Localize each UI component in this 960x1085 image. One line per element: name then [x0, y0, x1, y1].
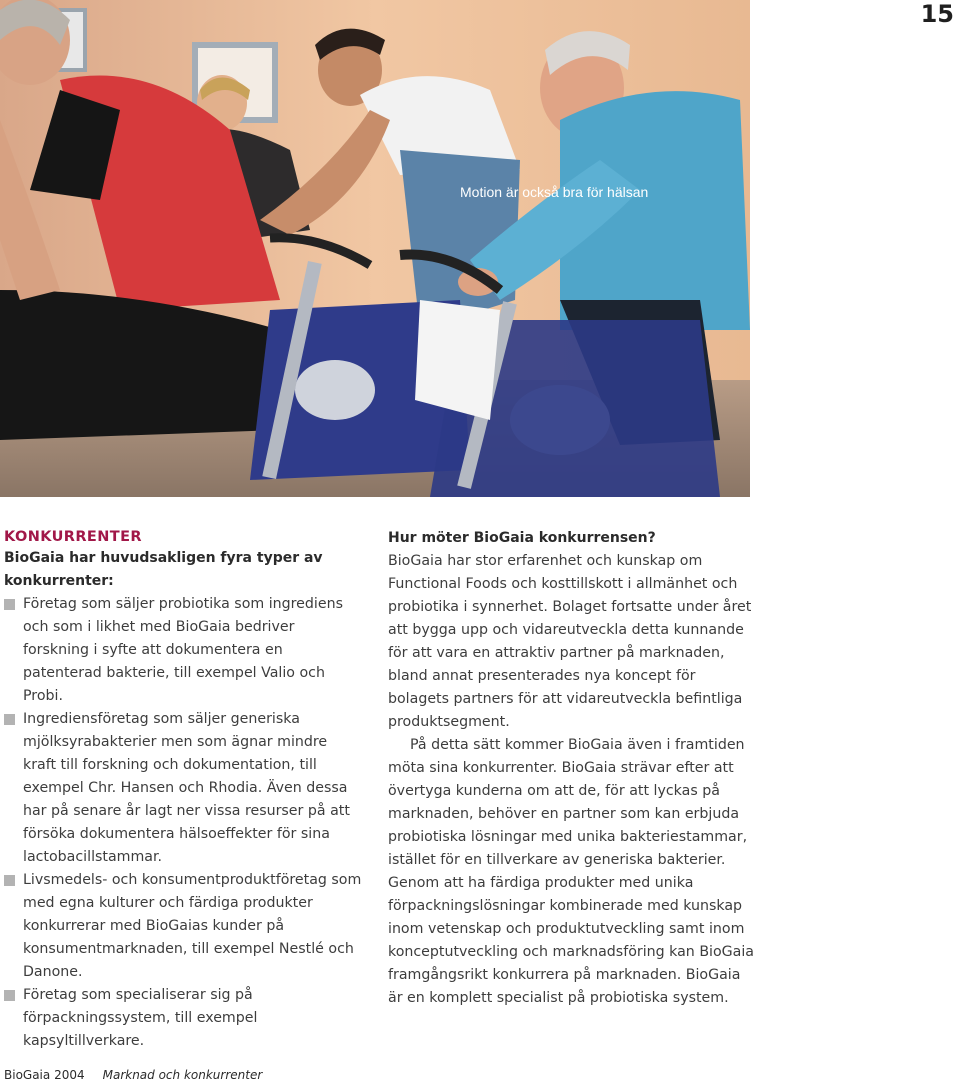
body-paragraph: På detta sätt kommer BioGaia även i framtiden möta sina konkurrenter. BioGaia strävar efter att övertyga kunderna om att de, för att lyckas på marknaden, behöver en partner som kan erbjuda probiotiska lösningar med unika bakteriestammar, istället för en tillverkare av generiska bakterier. Genom att ha färdiga produkter med unika förpackningslösningar kombinerade med kunskap inom vetenskap och produktutveckling samt inom konceptutveckling och marknadsföring kan BioGaia framgångsrikt konkurrera på marknaden. BioGaia är en komplett specialist på probiotiska system. — [388, 737, 754, 1006]
competitors-column — [4, 527, 364, 1053]
competitors-lead: BioGaia har huvudsakligen fyra typer av konkurrenter: — [4, 550, 323, 589]
list-item-text: Företag som specialiserar sig på förpackningssystem, till exempel kapsyltillverkare. — [23, 987, 258, 1049]
body-paragraph: BioGaia har stor erfarenhet och kunskap om Functional Foods och kosttillskott i allmänhet och probiotika i synnerhet. Bolaget fortsatte under året att bygga upp och vidareutveckla detta kunnande för att vara en attraktiv partner på marknaden, bland annat presenterades nya koncept för bolagets partners för att vidareutveckla befintliga produktsegment. — [388, 553, 752, 730]
competitor-types-list — [4, 593, 364, 1053]
page-footer — [4, 1068, 262, 1082]
list-item-text: Ingrediensföretag som säljer generiska mjölksyrabakterier men som ägnar mindre kraft till forskning och dokumentation, till exempel Chr. Hansen och Rhodia. Även dessa har på senare år lagt ner vissa resurser på att försöka dokumentera hälsoeffekter för sina lactobacillstammar. — [23, 711, 350, 865]
response-column — [388, 527, 758, 1010]
photo-caption: Motion är också bra för hälsan — [460, 184, 649, 200]
section-title: KONKURRENTER — [4, 529, 142, 545]
spinning-class-photo — [0, 0, 750, 497]
page-number: 15 — [920, 0, 954, 28]
list-item-text: Företag som säljer probiotika som ingrediens och som i likhet med BioGaia bedriver forskning i syfte att dokumentera en patenterad bakterie, till exempel Valio och Probi. — [23, 596, 343, 704]
square-bullet-icon — [4, 875, 15, 886]
footer-section: Marknad och konkurrenter — [102, 1068, 263, 1082]
square-bullet-icon — [4, 714, 15, 725]
list-item — [4, 593, 364, 708]
list-item — [4, 984, 364, 1053]
square-bullet-icon — [4, 990, 15, 1001]
list-item — [4, 708, 364, 869]
square-bullet-icon — [4, 599, 15, 610]
footer-publication: BioGaia 2004 — [4, 1068, 85, 1082]
list-item — [4, 869, 364, 984]
response-heading: Hur möter BioGaia konkurrensen? — [388, 530, 656, 546]
list-item-text: Livsmedels- och konsumentproduktföretag som med egna kulturer och färdiga produkter konkurrerar med BioGaias kunder på konsumentmarknaden, till exempel Nestlé och Danone. — [23, 872, 362, 980]
